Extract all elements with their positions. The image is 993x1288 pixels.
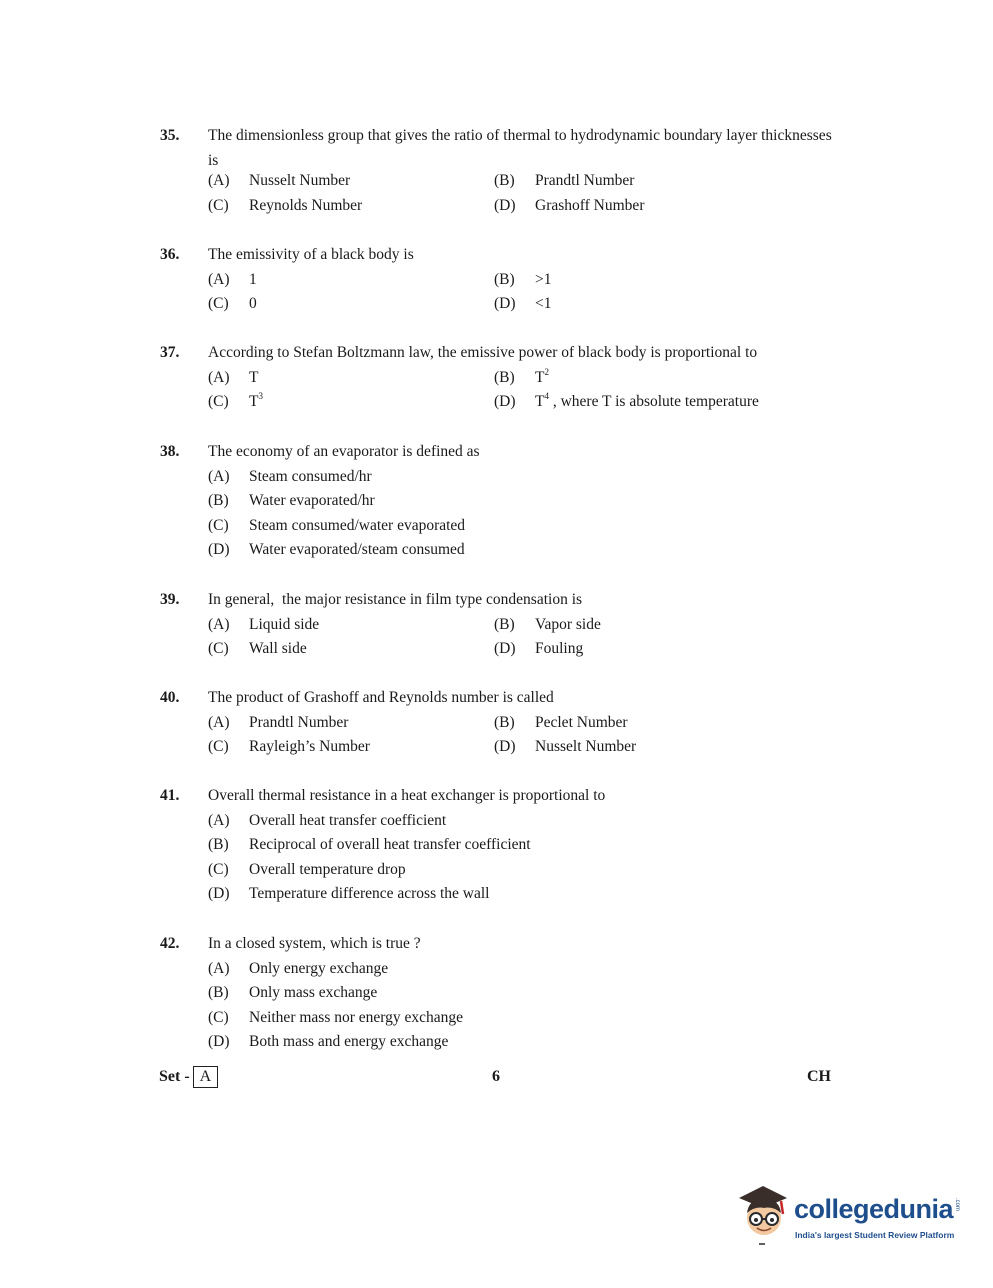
logo-tagline: India's largest Student Review Platform: [795, 1230, 955, 1240]
option-a: (A) Overall heat transfer coefficient: [208, 812, 447, 829]
option-d: (D) Temperature difference across the wall: [208, 885, 490, 902]
option-b: (B) Prandtl Number: [494, 172, 635, 189]
question-number: 39.: [160, 591, 180, 608]
page-number: 6: [492, 1068, 500, 1085]
option-c: (C) Reynolds Number: [208, 197, 363, 214]
option-b: (B) Peclet Number: [494, 714, 628, 731]
option-c: (C) $T^3$: [208, 390, 263, 410]
option-d: (D) <1: [494, 295, 552, 312]
question-text: The emissivity of a black body is: [208, 246, 414, 263]
option-d: (D) Both mass and energy exchange: [208, 1033, 449, 1050]
option-c: (C) Wall side: [208, 640, 307, 657]
option-d: (D) Water evaporated/steam consumed: [208, 541, 465, 558]
option-c: (C) Overall temperature drop: [208, 861, 406, 878]
question-number: 37.: [160, 344, 180, 361]
question-text: In general, the major resistance in film type condensation is: [208, 591, 583, 608]
mascot-icon: [735, 1180, 793, 1250]
option-a: (A) Liquid side: [208, 616, 320, 633]
option-d: (D) Nusselt Number: [494, 738, 637, 755]
option-d: (D) $T^4$ , where T is absolute temperature: [494, 390, 759, 410]
question-text: The economy of an evaporator is defined as: [208, 443, 480, 460]
question-text: The dimensionless group that gives the ratio of thermal to hydrodynamic boundary layer thicknesses is: [208, 127, 832, 169]
option-c: (C) 0: [208, 295, 257, 312]
question-number: 36.: [160, 246, 180, 263]
option-b: (B) $T^2$: [494, 366, 549, 386]
question-number: 38.: [160, 443, 180, 460]
question-text: In a closed system, which is true ?: [208, 935, 421, 952]
question-number: 40.: [160, 689, 180, 706]
option-a: (A) 1: [208, 271, 257, 288]
subject-code: CH: [807, 1068, 831, 1085]
question-number: 42.: [160, 935, 180, 952]
collegedunia-logo: [735, 1180, 965, 1250]
option-b: (B) Reciprocal of overall heat transfer coefficient: [208, 836, 531, 853]
option-a: (A) Steam consumed/hr: [208, 468, 372, 485]
option-a: (A) Only energy exchange: [208, 960, 389, 977]
option-c: (C) Steam consumed/water evaporated: [208, 517, 466, 534]
question-text: According to Stefan Boltzmann law, the emissive power of black body is proportional to: [208, 344, 758, 361]
option-d: (D) Fouling: [494, 640, 584, 657]
option-c: (C) Neither mass nor energy exchange: [208, 1009, 464, 1026]
question-number: 41.: [160, 787, 180, 804]
option-a: (A) Nusselt Number: [208, 172, 351, 189]
option-b: (B) >1: [494, 271, 552, 288]
option-b: (B) Only mass exchange: [208, 984, 378, 1001]
question-text: The product of Grashoff and Reynolds number is called: [208, 689, 554, 706]
option-c: (C) Rayleigh’s Number: [208, 738, 370, 755]
option-b: (B) Vapor side: [494, 616, 601, 633]
set-indicator: Set - A: [159, 1066, 218, 1088]
logo-suffix: .com: [954, 1198, 960, 1212]
option-a: (A) T: [208, 369, 259, 386]
question-number: 35.: [160, 127, 180, 144]
option-a: (A) Prandtl Number: [208, 714, 349, 731]
question-text: Overall thermal resistance in a heat exchanger is proportional to: [208, 787, 606, 804]
set-box: A: [193, 1066, 219, 1088]
logo-name: collegedunia: [794, 1194, 954, 1224]
option-b: (B) Water evaporated/hr: [208, 492, 375, 509]
option-d: (D) Grashoff Number: [494, 197, 645, 214]
